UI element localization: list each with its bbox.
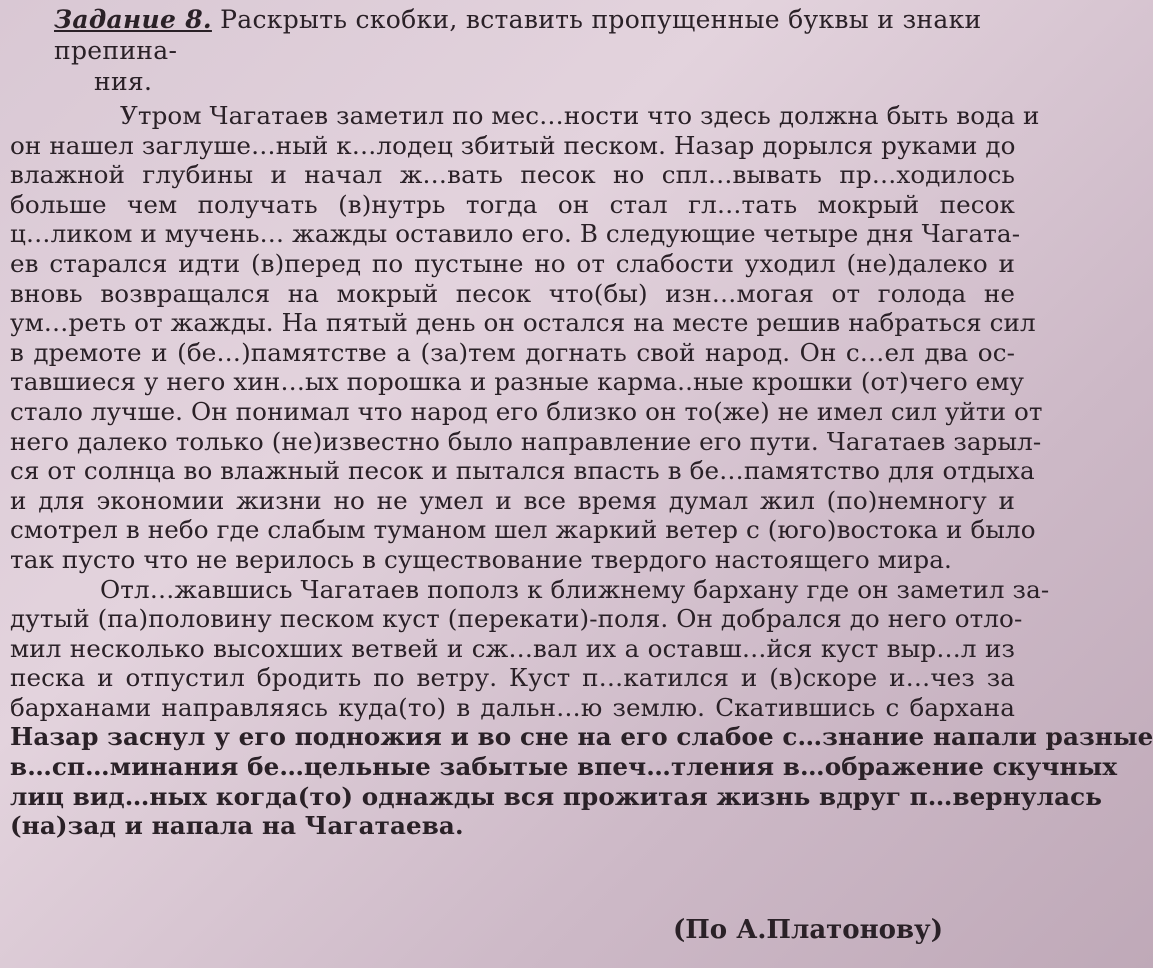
text-line: (на)зад и напала на Чагатаева. — [10, 811, 464, 841]
text-line: ев старался идти (в)перед по пустыне но от слабости уходил (не)далеко и — [10, 248, 1015, 278]
text-line: тавшиеся у него хин…ых порошка и разные карма..ные крошки (от)чего ему — [10, 367, 1025, 397]
text-line: он нашел заглуше…ный к…лодец збитый песком. Назар дорылся руками до — [10, 130, 1016, 160]
text-line: барханами направляясь куда(то) в дальн…ю землю. Скатившись с бархана — [10, 692, 1015, 722]
text-line: него далеко только (не)известно было направление его пути. Чагатаев зарыл- — [10, 426, 1042, 456]
task-instruction: Раскрыть скобки, вставить пропущенные буквы и знаки препина- — [54, 5, 982, 65]
attribution: (По А.Платонову) — [672, 915, 943, 945]
text-line: Отл…жавшись Чагатаев пополз к ближнему бархану где он заметил за- — [100, 574, 1050, 604]
text-line: ум…реть от жажды. На пятый день он остался на месте решив набраться сил — [10, 308, 1036, 338]
text-line: Назар заснул у его подножия и во сне на его слабое с…знание напали разные — [10, 722, 1153, 752]
text-line: вновь возвращался на мокрый песок что(бы) изн…могая от голода не — [10, 278, 1015, 308]
text-line: в дремоте и (бе…)памятстве а (за)тем догнать свой народ. Он с…ел два ос- — [10, 337, 1015, 367]
text-line: влажной глубины и начал ж…вать песок но спл…вывать пр…ходилось — [10, 160, 1015, 190]
text-line: и для экономии жизни но не умел и все время думал жил (по)немногу и — [10, 485, 1015, 515]
text-line: лиц вид…ных когда(то) однажды вся прожитая жизнь вдруг п…вернулась — [10, 781, 1102, 811]
text-line: так пусто что не верилось в существование твердого настоящего мира. — [10, 544, 952, 574]
task-heading — [54, 4, 1015, 97]
text-line: в…сп…минания бе…цельные забытые впеч…тления в…ображение скучных — [10, 752, 1118, 782]
text-line: мил несколько высохших ветвей и сж…вал их а оставш…йся куст выр…л из — [10, 633, 1015, 663]
text-line: дутый (па)половину песком куст (перекати)-поля. Он добрался до него отло- — [10, 604, 1023, 634]
text-line: ц…ликом и мучень… жажды оставило его. В следующие четыре дня Чагата- — [10, 219, 1021, 249]
task-label: Задание 8. — [54, 5, 212, 34]
text-line: стало лучше. Он понимал что народ его близко он то(же) не имел сил уйти от — [10, 396, 1043, 426]
text-line: смотрел в небо где слабым туманом шел жаркий ветер с (юго)востока и было — [10, 515, 1036, 545]
text-line: Утром Чагатаев заметил по мес…ности что здесь должна быть вода и — [120, 101, 1040, 130]
paragraph-1 — [10, 101, 1043, 575]
text-line: больше чем получать (в)нутрь тогда он стал гл…тать мокрый песок — [10, 189, 1015, 219]
text-line: ся от солнца во влажный песок и пытался впасть в бе…памятство для отдыха — [10, 456, 1035, 486]
task-instruction-end: ния. — [94, 67, 153, 96]
paragraph-2 — [10, 574, 1153, 841]
text-line: песка и отпустил бродить по ветру. Куст п…катился и (в)скоре и…чез за — [10, 663, 1015, 693]
